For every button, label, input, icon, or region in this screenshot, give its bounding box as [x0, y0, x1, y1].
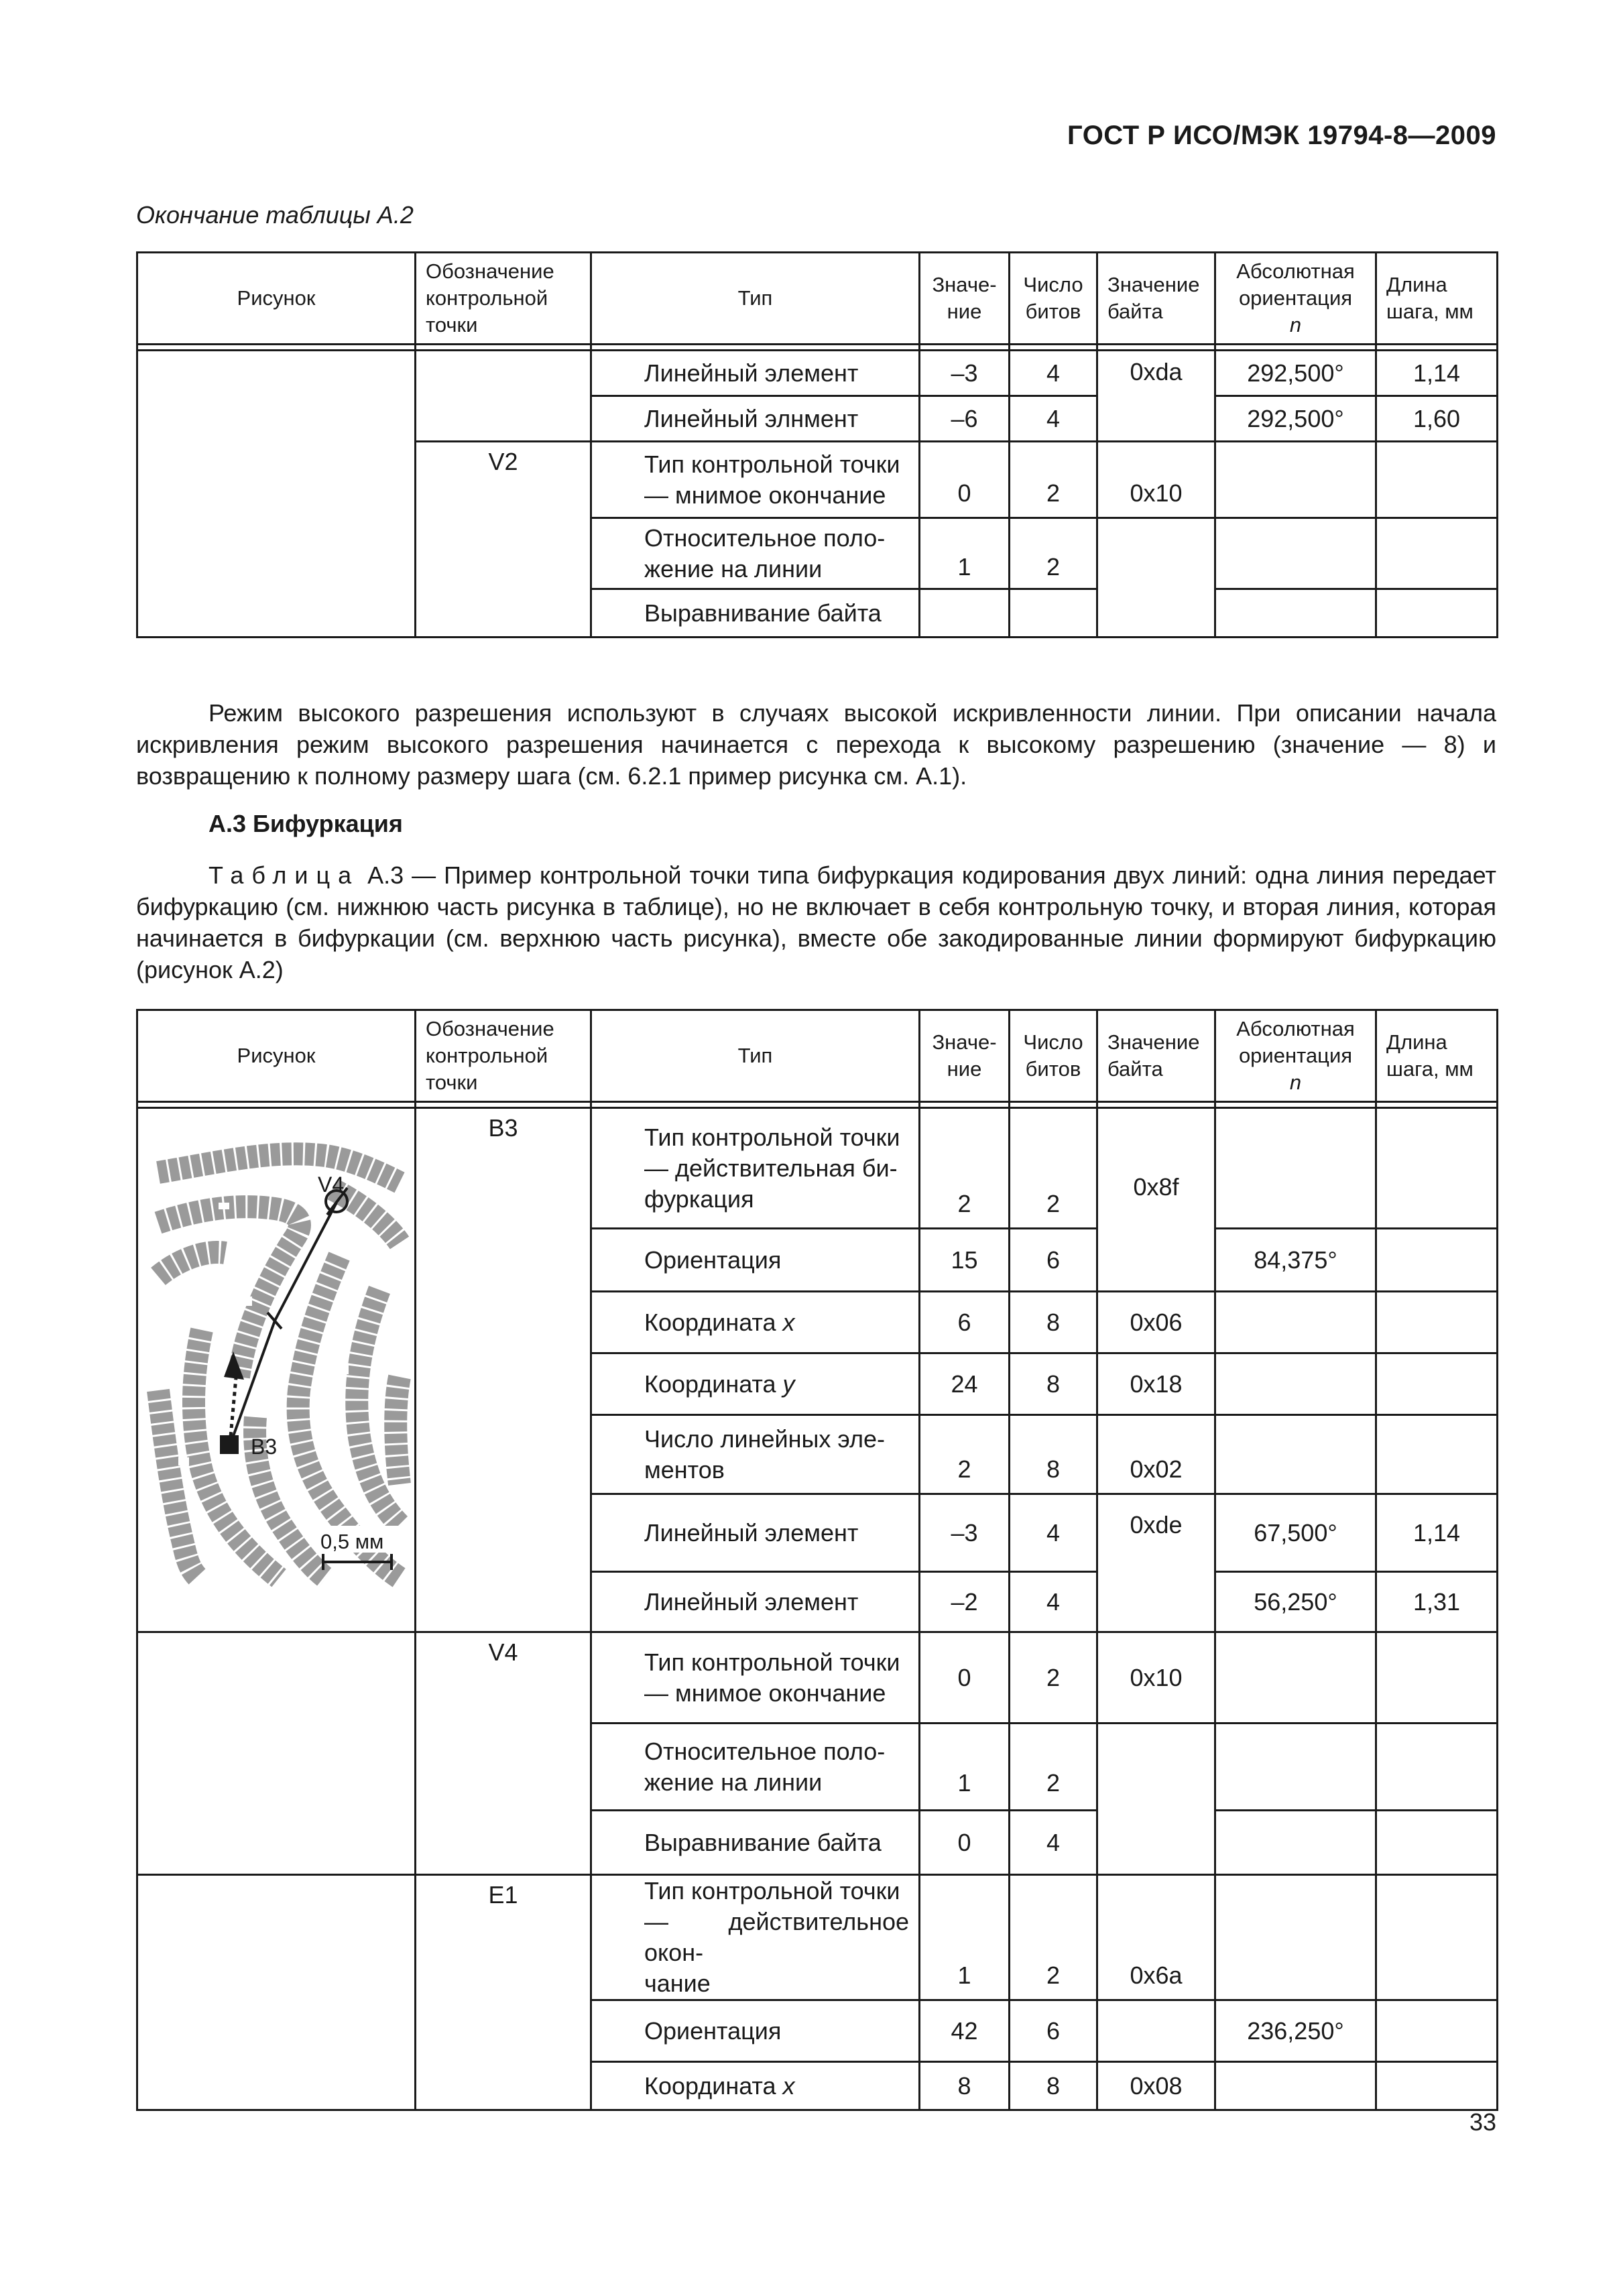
orient-cell	[1215, 1108, 1376, 1229]
col-figure: Рисунок	[137, 1010, 416, 1102]
byte-cell	[1097, 1724, 1215, 1875]
col-orientation: Абсолютная ориентация n	[1215, 1010, 1376, 1102]
value-cell	[920, 589, 1010, 638]
point-cell: B3	[416, 1108, 591, 1632]
type-cell: Линейный элемент	[591, 1572, 920, 1632]
label-b3: B3	[251, 1435, 278, 1459]
bifurcation-point-marker	[220, 1435, 239, 1454]
value-cell: –3	[920, 351, 1010, 396]
figure-cell	[137, 1108, 416, 1632]
byte-cell: 0x10	[1097, 442, 1215, 518]
bits-cell: 2	[1010, 1632, 1097, 1724]
bits-cell: 2	[1010, 1724, 1097, 1811]
value-cell: 1	[920, 1875, 1010, 2000]
step-cell	[1376, 1724, 1498, 1811]
byte-cell	[1097, 2000, 1215, 2062]
step-cell	[1376, 1108, 1498, 1229]
bits-cell: 8	[1010, 1292, 1097, 1353]
type-cell: Ориентация	[591, 2000, 920, 2062]
table-header-row	[137, 1010, 1498, 1102]
bits-cell: 4	[1010, 396, 1097, 442]
byte-cell: 0x6a	[1097, 1875, 1215, 2000]
table-row	[137, 1875, 1498, 2000]
scale-label: 0,5 мм	[320, 1530, 384, 1553]
label-v4: V4	[318, 1172, 345, 1197]
point-cell	[416, 351, 591, 442]
value-cell: 8	[920, 2062, 1010, 2110]
orient-cell	[1215, 1292, 1376, 1353]
bits-cell: 4	[1010, 1494, 1097, 1572]
step-cell	[1376, 1632, 1498, 1724]
orient-cell: 84,375°	[1215, 1229, 1376, 1292]
fingerprint-ridges-image	[158, 1154, 400, 1578]
col-byte: Значение байта	[1097, 1010, 1215, 1102]
value-cell: 1	[920, 1724, 1010, 1811]
table-a2	[136, 251, 1498, 638]
type-cell: Число линейных эле- ментов	[591, 1415, 920, 1494]
bits-cell: 8	[1010, 1415, 1097, 1494]
bits-cell: 2	[1010, 1875, 1097, 2000]
bits-cell: 6	[1010, 2000, 1097, 2062]
value-cell: 2	[920, 1108, 1010, 1229]
orient-cell	[1215, 1415, 1376, 1494]
step-cell	[1376, 1415, 1498, 1494]
step-cell	[1376, 1811, 1498, 1875]
orient-cell	[1215, 2062, 1376, 2110]
point-cell: E1	[416, 1875, 591, 2110]
type-cell: Выравнивание байта	[591, 1811, 920, 1875]
type-cell: Относительное поло- жение на линии	[591, 518, 920, 589]
value-cell: 24	[920, 1353, 1010, 1415]
orient-cell	[1215, 442, 1376, 518]
step-cell: 1,14	[1376, 1494, 1498, 1572]
type-cell: Координата y	[591, 1353, 920, 1415]
table-a3	[136, 1009, 1498, 2111]
orient-cell	[1215, 1875, 1376, 2000]
step-cell: 1,31	[1376, 1572, 1498, 1632]
orient-cell	[1215, 1632, 1376, 1724]
type-cell: Линейный элемент	[591, 351, 920, 396]
col-value: Значе- ние	[920, 1010, 1010, 1102]
table-a3-caption: Таблица А.3 — Пример контрольной точки типа бифуркация кодирования двух линий: одна линия передает бифуркацию (см. нижнюю часть рисунка в таблице), но не включает в себя контрольную точку, и вторая линия, которая начинается в бифуркации (см. верхнюю часть рисунка), вместе обе закодированные линии формируют бифуркацию (рисунок А.2)	[136, 861, 1496, 983]
orient-cell: 56,250°	[1215, 1572, 1376, 1632]
step-cell: 1,60	[1376, 396, 1498, 442]
byte-cell: 0xda	[1097, 351, 1215, 442]
value-cell: 6	[920, 1292, 1010, 1353]
step-cell: 1,14	[1376, 351, 1498, 396]
byte-cell: 0x8f	[1097, 1108, 1215, 1292]
value-cell: –2	[920, 1572, 1010, 1632]
value-cell: 0	[920, 442, 1010, 518]
byte-cell: 0x18	[1097, 1353, 1215, 1415]
bits-cell: 2	[1010, 518, 1097, 589]
orient-cell	[1215, 1353, 1376, 1415]
value-cell: –3	[920, 1494, 1010, 1572]
col-step: Длина шага, мм	[1376, 1010, 1498, 1102]
col-bits: Число битов	[1010, 253, 1097, 345]
byte-cell: 0x02	[1097, 1415, 1215, 1494]
col-figure: Рисунок	[137, 253, 416, 345]
bits-cell: 4	[1010, 351, 1097, 396]
step-cell	[1376, 2062, 1498, 2110]
bits-cell: 2	[1010, 1108, 1097, 1229]
type-cell: Линейный элнмент	[591, 396, 920, 442]
orient-cell: 236,250°	[1215, 2000, 1376, 2062]
page-number: 33	[1469, 2108, 1496, 2136]
col-type: Тип	[591, 1010, 920, 1102]
table-a2-caption: Окончание таблицы А.2	[136, 201, 414, 229]
figure-cell-empty	[137, 1632, 416, 1875]
point-cell: V4	[416, 1632, 591, 1875]
point-cell: V2	[416, 442, 591, 638]
orient-cell	[1215, 518, 1376, 589]
bits-cell: 2	[1010, 442, 1097, 518]
type-cell: Относительное поло- жение на линии	[591, 1724, 920, 1811]
document-header: ГОСТ Р ИСО/МЭК 19794-8—2009	[1067, 121, 1496, 150]
value-cell: 1	[920, 518, 1010, 589]
fingerprint-figure	[138, 1109, 416, 1625]
bits-cell: 8	[1010, 1353, 1097, 1415]
bits-cell: 6	[1010, 1229, 1097, 1292]
step-cell	[1376, 1229, 1498, 1292]
paragraph-high-resolution: Режим высокого разрешения используют в случаях высокой искривленности линии. При описании начала искривления режим высокого разрешения начинается с перехода к высокому разрешению (значение — 8) и возвращению к полному размеру шага (см. 6.2.1 пример рисунка см. А.1).	[136, 699, 1496, 790]
orient-cell: 292,500°	[1215, 396, 1376, 442]
value-cell: 15	[920, 1229, 1010, 1292]
col-bits: Число битов	[1010, 1010, 1097, 1102]
section-heading: А.3 Бифуркация	[208, 810, 403, 837]
step-cell	[1376, 442, 1498, 518]
step-cell	[1376, 518, 1498, 589]
byte-cell	[1097, 518, 1215, 638]
type-cell: Координата x	[591, 2062, 920, 2110]
step-cell	[1376, 589, 1498, 638]
col-step: Длина шага, мм	[1376, 253, 1498, 345]
type-cell: Выравнивание байта	[591, 589, 920, 638]
value-cell: 42	[920, 2000, 1010, 2062]
byte-cell: 0x06	[1097, 1292, 1215, 1353]
value-cell: 0	[920, 1811, 1010, 1875]
byte-cell: 0x10	[1097, 1632, 1215, 1724]
orient-cell	[1215, 589, 1376, 638]
value-cell: 0	[920, 1632, 1010, 1724]
bits-cell: 4	[1010, 1572, 1097, 1632]
type-cell: Ориентация	[591, 1229, 920, 1292]
type-cell: Тип контрольной точки — мнимое окончание	[591, 442, 920, 518]
figure-cell-empty	[137, 351, 416, 638]
type-cell: Тип контрольной точки — действительная би- фуркация	[591, 1108, 920, 1229]
byte-cell: 0x08	[1097, 2062, 1215, 2110]
bits-cell: 4	[1010, 1811, 1097, 1875]
value-cell: 2	[920, 1415, 1010, 1494]
table-header-row	[137, 253, 1498, 345]
table-row	[137, 1632, 1498, 1724]
step-cell	[1376, 1353, 1498, 1415]
col-control-point: Обозначение контрольной точки	[416, 253, 591, 345]
step-cell	[1376, 1875, 1498, 2000]
type-cell: Тип контрольной точки — действительное окон- чание	[591, 1875, 920, 2000]
col-orientation: Абсолютная ориентация n	[1215, 253, 1376, 345]
orient-cell: 67,500°	[1215, 1494, 1376, 1572]
col-value: Значе- ние	[920, 253, 1010, 345]
col-byte: Значение байта	[1097, 253, 1215, 345]
col-control-point: Обозначение контрольной точки	[416, 1010, 591, 1102]
byte-cell: 0xde	[1097, 1494, 1215, 1632]
step-cell	[1376, 2000, 1498, 2062]
bits-cell: 8	[1010, 2062, 1097, 2110]
orient-cell: 292,500°	[1215, 351, 1376, 396]
bits-cell	[1010, 589, 1097, 638]
col-type: Тип	[591, 253, 920, 345]
orient-cell	[1215, 1724, 1376, 1811]
type-cell: Координата x	[591, 1292, 920, 1353]
orient-cell	[1215, 1811, 1376, 1875]
type-cell: Тип контрольной точки — мнимое окончание	[591, 1632, 920, 1724]
value-cell: –6	[920, 396, 1010, 442]
figure-cell-empty	[137, 1875, 416, 2110]
step-cell	[1376, 1292, 1498, 1353]
table-row	[137, 1108, 1498, 1229]
type-cell: Линейный элемент	[591, 1494, 920, 1572]
table-row	[137, 351, 1498, 396]
